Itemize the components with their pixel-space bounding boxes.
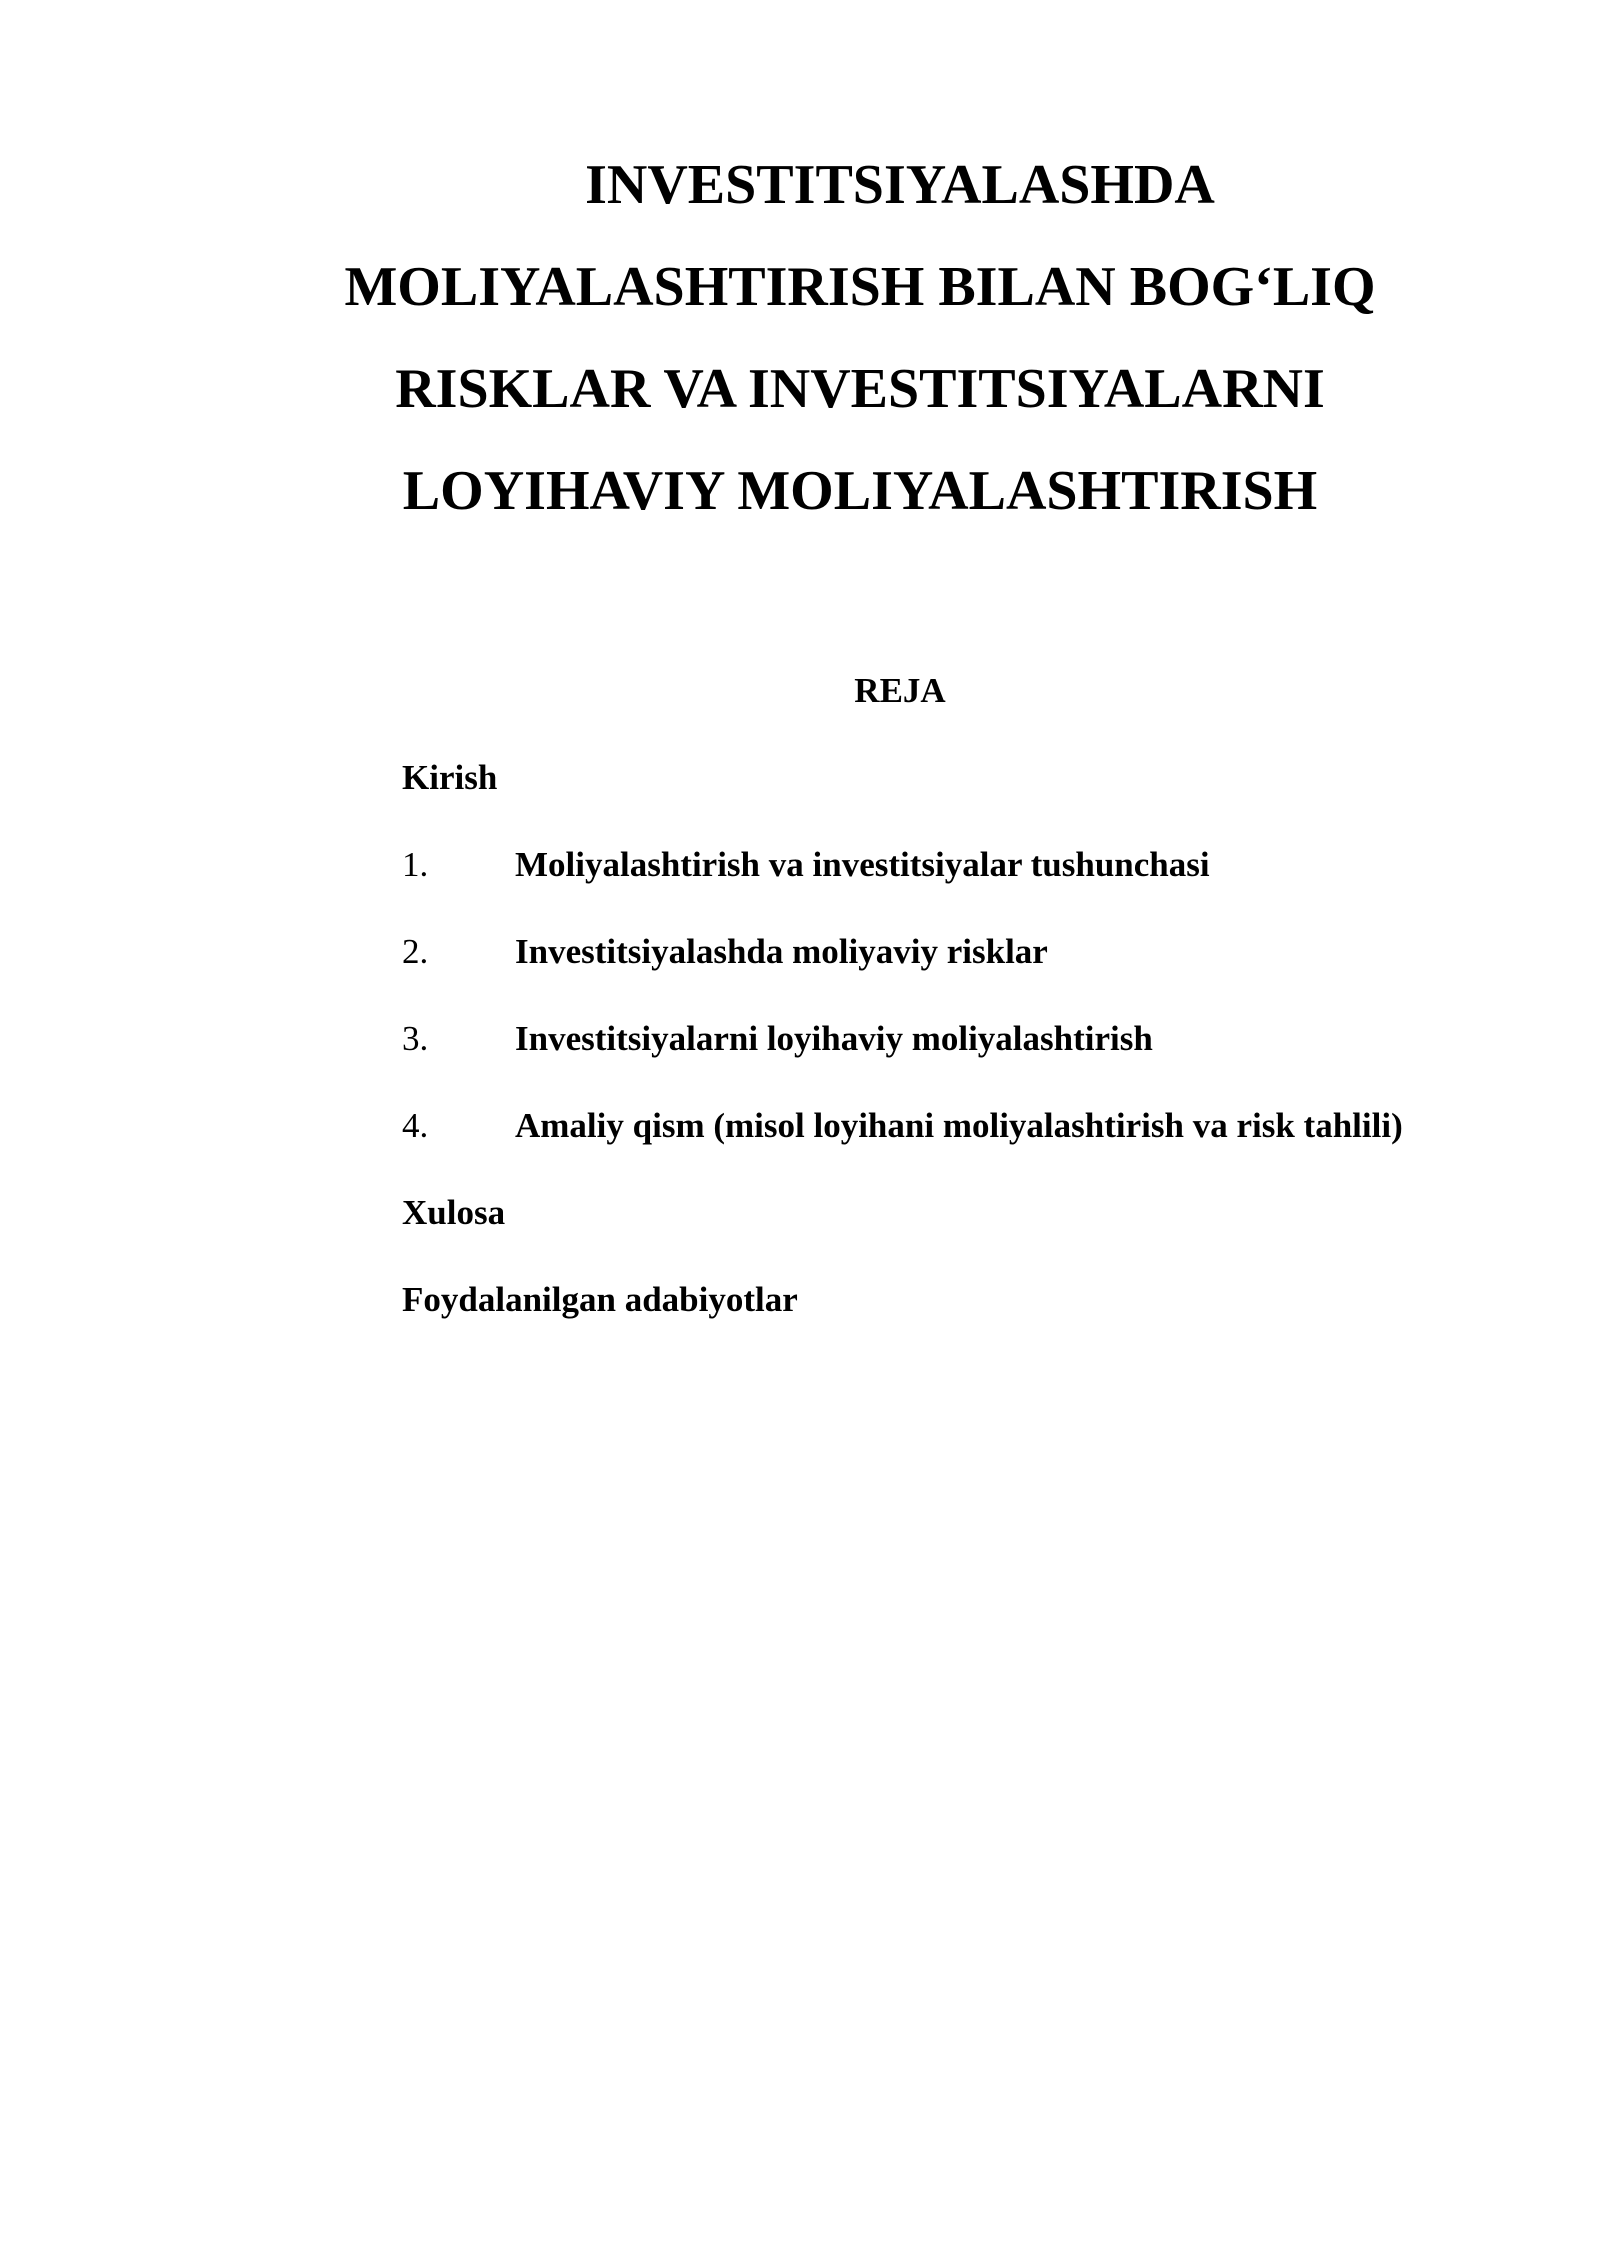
plan-item-text: Amaliy qism (misol loyihani moliyalashtirish va risk tahlili) (515, 1106, 1403, 1145)
title-line-1: INVESTITSIYALASHDA (585, 154, 1215, 216)
plan-item-number: 2. (402, 932, 429, 971)
plan-item-text: Investitsiyalarni loyihaviy moliyalashtirish (515, 1019, 1153, 1058)
plan-references: Foydalanilgan adabiyotlar (402, 1280, 798, 1319)
plan-item-text: Investitsiyalashda moliyaviy risklar (515, 932, 1048, 971)
plan-intro: Kirish (402, 758, 498, 797)
title-line-4: LOYIHAVIY MOLIYALASHTIRISH (402, 460, 1318, 522)
plan-item-number: 3. (402, 1019, 429, 1058)
plan-item-text: Moliyalashtirish va investitsiyalar tushunchasi (515, 845, 1210, 884)
title-line-3: RISKLAR VA INVESTITSIYALARNI (395, 358, 1325, 420)
plan-heading: REJA (854, 671, 946, 710)
plan-conclusion: Xulosa (402, 1193, 506, 1232)
title-line-2: MOLIYALASHTIRISH BILAN BOG‘LIQ (344, 256, 1376, 318)
plan-item-number: 1. (402, 845, 429, 884)
plan-item-number: 4. (402, 1106, 429, 1145)
